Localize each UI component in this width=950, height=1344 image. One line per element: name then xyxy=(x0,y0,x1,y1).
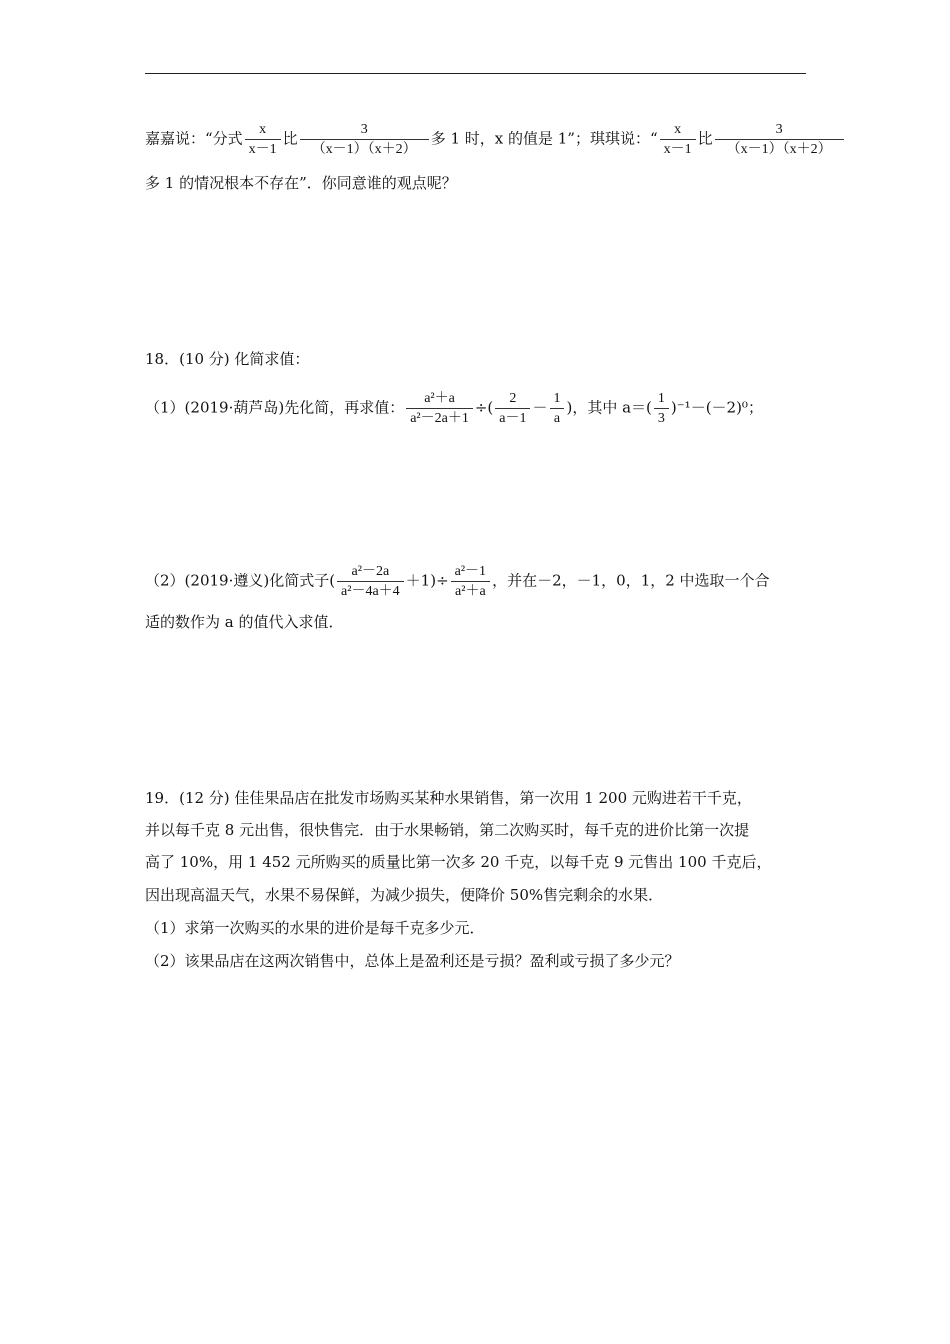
frac-num: a²－1 xyxy=(454,564,487,579)
fraction-q18-2-a xyxy=(337,563,404,600)
fraction-q18-1-c xyxy=(549,390,564,427)
q18-part1-text-c: － xyxy=(532,398,548,417)
q18-part2 xyxy=(145,563,770,600)
p17-text-d: 比 xyxy=(697,129,713,148)
q18-heading: 18．(10 分) 化简求值： xyxy=(145,350,310,368)
fraction-x-over-x-minus-1 xyxy=(660,121,696,158)
p17-text-a: 嘉嘉说：“分式 xyxy=(145,129,243,148)
frac-den: a xyxy=(550,408,564,427)
frac-num: x xyxy=(259,122,267,137)
frac-num: a²－2a xyxy=(351,564,390,579)
frac-den: （x－1）（x＋2） xyxy=(300,139,429,158)
p17-line-1 xyxy=(145,121,846,158)
fraction-q18-2-b xyxy=(451,563,490,600)
q19-line-4: 因出现高温天气，水果不易保鲜，为减少损失，便降价 50%售完剩余的水果． xyxy=(145,886,664,904)
frac-den: a²－2a＋1 xyxy=(406,408,473,427)
frac-den: a－1 xyxy=(495,408,530,427)
frac-num: 2 xyxy=(509,391,517,406)
q18-part2-line-2: 适的数作为 a 的值代入求值． xyxy=(145,613,344,631)
fraction-3-over-product xyxy=(715,121,844,158)
frac-den: （x－1）（x＋2） xyxy=(715,139,844,158)
q18-part1-text-b: ÷( xyxy=(474,398,494,417)
fraction-q18-1-a xyxy=(406,390,473,427)
q18-part1-text-a: （1）(2019·葫芦岛)先化简，再求值： xyxy=(145,398,405,417)
header-rule xyxy=(145,73,806,74)
frac-num: 1 xyxy=(657,391,665,406)
q18-part2-text-c: ，并在－2，－1，0，1，2 中选取一个合 xyxy=(492,571,770,590)
frac-den: x－1 xyxy=(245,139,281,158)
fraction-3-over-product xyxy=(300,121,429,158)
p17-text-b: 比 xyxy=(282,129,298,148)
frac-num: a²＋a xyxy=(424,391,455,406)
q18-part2-text-a: （2）(2019·遵义)化简式子( xyxy=(145,571,336,590)
frac-num: 3 xyxy=(360,122,368,137)
fraction-one-third xyxy=(654,390,669,427)
frac-den: x－1 xyxy=(660,139,696,158)
q19-line-2: 并以每千克 8 元出售，很快售完．由于水果畅销，第二次购买时，每千克的进价比第一次提 xyxy=(145,821,750,839)
q18-part1 xyxy=(145,390,763,427)
q19-line-5: （1）求第一次购买的水果的进价是每千克多少元． xyxy=(145,919,485,937)
frac-den: a²＋a xyxy=(451,581,490,600)
frac-den: a²－4a＋4 xyxy=(337,581,404,600)
frac-den: 3 xyxy=(654,408,669,427)
q19-line-3: 高了 10%，用 1 452 元所购买的质量比第一次多 20 千克，以每千克 9 元售出 100 千克后， xyxy=(145,853,772,871)
p17-line-2: 多 1 的情况根本不存在”．你同意谁的观点呢？ xyxy=(145,174,457,192)
q18-part2-text-b: ＋1)÷ xyxy=(405,571,449,590)
q19-line-6: （2）该果品店在这两次销售中，总体上是盈利还是亏损？盈利或亏损了多少元？ xyxy=(145,952,680,970)
frac-num: 1 xyxy=(553,391,561,406)
q18-part1-text-d: )，其中 a＝( xyxy=(566,398,652,417)
frac-num: 3 xyxy=(775,122,783,137)
q18-part1-text-e: )⁻¹－(－2)⁰； xyxy=(670,398,763,417)
frac-num: x xyxy=(674,122,682,137)
p17-text-c: 多 1 时，x 的值是 1”；琪琪说：“ xyxy=(430,129,658,148)
fraction-x-over-x-minus-1 xyxy=(245,121,281,158)
q19-line-1: 19．(12 分) 佳佳果品店在批发市场购买某种水果销售，第一次用 1 200 元购进若干千克， xyxy=(145,789,752,807)
fraction-q18-1-b xyxy=(495,390,530,427)
